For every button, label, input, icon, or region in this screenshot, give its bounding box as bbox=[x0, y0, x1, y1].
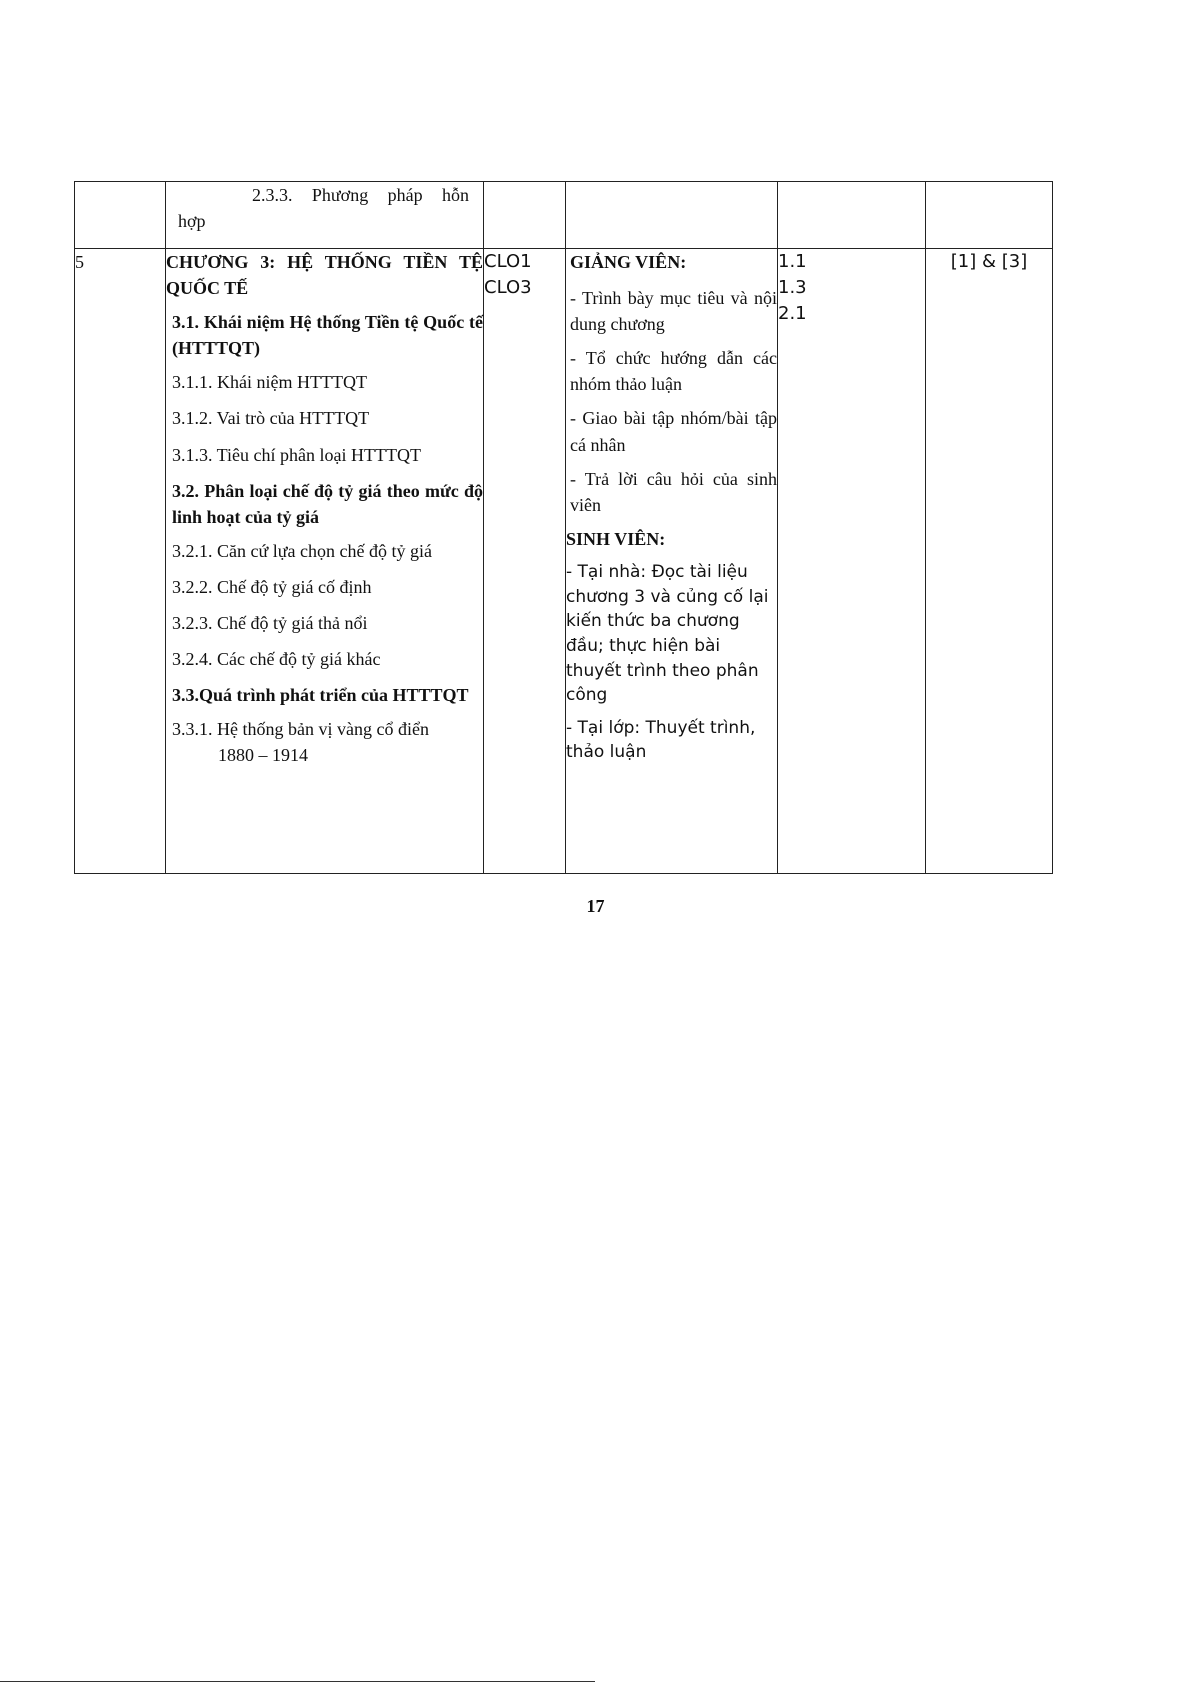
footer-divider bbox=[0, 1681, 595, 1682]
student-item: - Tại lớp: Thuyết trình, thảo luận bbox=[566, 717, 756, 763]
clo-cell bbox=[484, 182, 566, 249]
section-title: 3.1. Khái niệm Hệ thống Tiền tệ Quốc tế (HTTTQT) bbox=[172, 312, 483, 359]
lecturer-item: - Tổ chức hướng dẫn các nhóm thảo luận bbox=[570, 348, 777, 395]
lecturer-item: - Trả lời câu hỏi của sinh viên bbox=[570, 468, 777, 515]
reference-cell: [1] & [3] bbox=[926, 249, 1053, 874]
section-item: 3.1.2. Vai trò của HTTTQT bbox=[172, 408, 370, 429]
content-cell bbox=[166, 182, 484, 249]
plo-cell bbox=[778, 249, 926, 874]
content-line: hợp bbox=[178, 211, 206, 232]
clo-label: CLO3 bbox=[484, 277, 532, 299]
syllabus-table bbox=[74, 181, 1053, 874]
section-title: 3.3.Quá trình phát triển của HTTTQT bbox=[172, 685, 469, 706]
reference-cell bbox=[926, 182, 1053, 249]
lecturer-item: - Trình bày mục tiêu và nội dung chương bbox=[570, 288, 777, 335]
table-row-previous bbox=[75, 182, 1053, 249]
activity-cell bbox=[566, 182, 778, 249]
section-title: 3.2. Phân loại chế độ tỷ giá theo mức độ linh hoạt của tỷ giá bbox=[172, 480, 483, 527]
clo-label: CLO1 bbox=[484, 251, 532, 272]
chapter-title: CHƯƠNG 3: HỆ THỐNG TIỀN TỆ QUỐC TẾ bbox=[166, 252, 483, 299]
section-item: 3.2.3. Chế độ tỷ giá thả nổi bbox=[172, 613, 368, 634]
lecturer-title: GIẢNG VIÊN: bbox=[570, 252, 687, 272]
plo-label: 1.1 bbox=[778, 251, 807, 272]
week-number: 5 bbox=[75, 249, 166, 874]
section-item bbox=[172, 716, 483, 768]
plo-cell bbox=[778, 182, 926, 249]
plo-label: 1.3 bbox=[778, 277, 807, 299]
activity-cell bbox=[566, 249, 778, 874]
section-item: 3.1.1. Khái niệm HTTTQT bbox=[172, 372, 367, 393]
section-item: 3.2.4. Các chế độ tỷ giá khác bbox=[172, 649, 381, 670]
plo-label: 2.1 bbox=[778, 303, 807, 325]
lecturer-item: - Giao bài tập nhóm/bài tập cá nhân bbox=[570, 408, 777, 455]
clo-cell bbox=[484, 249, 566, 874]
student-item: - Tại nhà: Đọc tài liệu chương 3 và củng cố lại kiến thức ba chương đầu; thực hiện bài thuyết trình theo phân công bbox=[566, 561, 769, 706]
section-item: 3.1.3. Tiêu chí phân loại HTTTQT bbox=[172, 444, 421, 465]
section-item: 3.2.2. Chế độ tỷ giá cố định bbox=[172, 576, 372, 597]
section-item: 3.2.1. Căn cứ lựa chọn chế độ tỷ giá bbox=[172, 540, 432, 561]
section-item-line: 1880 – 1914 bbox=[218, 745, 308, 766]
content-line: 2.3.3. Phương pháp hỗn bbox=[252, 185, 469, 205]
week-cell bbox=[75, 182, 166, 249]
section-item-line: 3.3.1. Hệ thống bản vị vàng cổ điển bbox=[172, 719, 429, 740]
student-title: SINH VIÊN: bbox=[566, 528, 666, 549]
content-cell bbox=[166, 249, 484, 874]
table-row-week-5 bbox=[75, 249, 1053, 874]
page-number: 17 bbox=[586, 896, 605, 916]
